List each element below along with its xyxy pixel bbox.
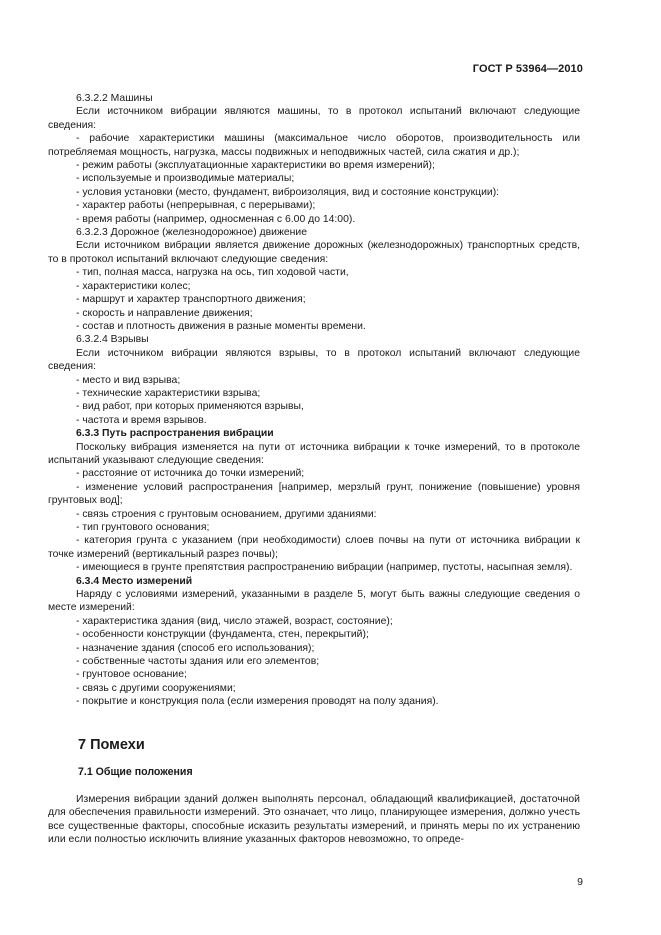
text-line: - тип грунтового основания; bbox=[76, 522, 210, 533]
text-line: - рабочие характеристики машины (максимальное число оборотов, производительность или потребляемая мощность, нагрузка, массы подвижных и неподвижных частей, сила сжатия и др.); bbox=[48, 133, 580, 158]
text-line: - частота и время взрывов. bbox=[76, 414, 207, 426]
text-line: - скорость и направление движения; bbox=[76, 307, 253, 319]
text-line: - особенности конструкции (фундамента, стен, перекрытий); bbox=[76, 629, 369, 641]
page-header: ГОСТ Р 53964—2010 bbox=[472, 63, 583, 75]
text-line: - технические характеристики взрыва; bbox=[76, 387, 261, 399]
text-line: - назначение здания (способ его использования); bbox=[76, 642, 315, 654]
text-line: - связь строения с грунтовым основанием, другими зданиями: bbox=[76, 508, 377, 520]
document-body bbox=[48, 92, 580, 709]
text-line: - место и вид взрыва; bbox=[76, 374, 181, 386]
text-line: - изменение условий распространения [например, мерзлый грунт, понижение (повышение) уровня грунтовых вод]; bbox=[48, 481, 580, 507]
subsection-heading: 7.1 Общие положения bbox=[78, 766, 193, 778]
subsection-title: 6.3.4 Место измерений bbox=[76, 575, 193, 587]
text-line: - категория грунта с указанием (при необходимости) слоев почвы на пути от источника вибрации к точке измерений (вертикальный разрез почвы); bbox=[48, 535, 580, 560]
text-line: Наряду с условиями измерений, указанными в разделе 5, могут быть важны следующие сведения о месте измерений: bbox=[48, 589, 580, 614]
text-line: 6.3.2.2 Машины bbox=[76, 93, 153, 104]
text-line: Если источником вибрации являются машины, то в протокол испытаний включают следующие сведения: bbox=[48, 106, 580, 131]
text-line: - характеристики колес; bbox=[76, 280, 191, 292]
text-line: - используемые и производимые материалы; bbox=[76, 173, 295, 185]
section-paragraph: Измерения вибрации зданий должен выполнять персонал, обладающий квалификацией, достаточной для обеспечения правильности измерений. Это означает, что лицо, планирующее измерения, должно учесть все существенные факторы, способные исказить результаты измерений, и принять меры по их устранению или если полностью исключить влияние указанных факторов невозможно, то опреде- bbox=[48, 794, 580, 846]
text-line: - условия установки (место, фундамент, виброизоляция, вид и состояние конструкции): bbox=[76, 186, 500, 198]
section-heading: 7 Помехи bbox=[78, 737, 145, 753]
text-line: Поскольку вибрация изменяется на пути от источника вибрации к точке измерений, то в протоколе испытаний указывают следующие сведения: bbox=[48, 441, 580, 466]
text-line: - грунтовое основание; bbox=[76, 669, 187, 681]
text-line: 6.3.2.4 Взрывы bbox=[76, 334, 149, 346]
text-line: - характер работы (непрерывная, с перерывами); bbox=[76, 200, 316, 212]
text-line: - тип, полная масса, нагрузка на ось, тип ходовой части, bbox=[76, 267, 349, 279]
text-line: - связь с другими сооружениями; bbox=[76, 682, 236, 694]
text-line: 6.3.2.3 Дорожное (железнодорожное) движение bbox=[76, 227, 307, 239]
text-line: Если источником вибрации являются взрывы, то в протокол испытаний включают следующие сведения: bbox=[48, 347, 580, 373]
text-line: Если источником вибрации является движение дорожных (железнодорожных) транспортных средств, то в протокол испытаний включают следующие сведения: bbox=[48, 240, 580, 265]
text-line: - характеристика здания (вид, число этажей, возраст, состояние); bbox=[76, 615, 393, 627]
text-line: - время работы (например, односменная с 6.00 до 14:00). bbox=[76, 213, 356, 225]
text-line: - вид работ, при которых применяются взрывы, bbox=[76, 401, 304, 413]
subsection-title: 6.3.3 Путь распространения вибрации bbox=[76, 428, 274, 440]
text-line: - маршрут и характер транспортного движения; bbox=[76, 294, 306, 306]
text-line: - собственные частоты здания или его элементов; bbox=[76, 656, 320, 668]
text-line: - имеющиеся в грунте препятствия распространению вибрации (например, пустоты, насыпная земля). bbox=[76, 562, 573, 574]
text-line: - расстояние от источника до точки измерений; bbox=[76, 468, 305, 480]
text-line: - покрытие и конструкция пола (если измерения проводят на полу здания). bbox=[76, 696, 439, 708]
text-line: - состав и плотность движения в разные моменты времени. bbox=[76, 320, 366, 332]
page-number: 9 bbox=[577, 876, 583, 888]
text-line: - режим работы (эксплуатационные характеристики во время измерений); bbox=[76, 160, 435, 172]
